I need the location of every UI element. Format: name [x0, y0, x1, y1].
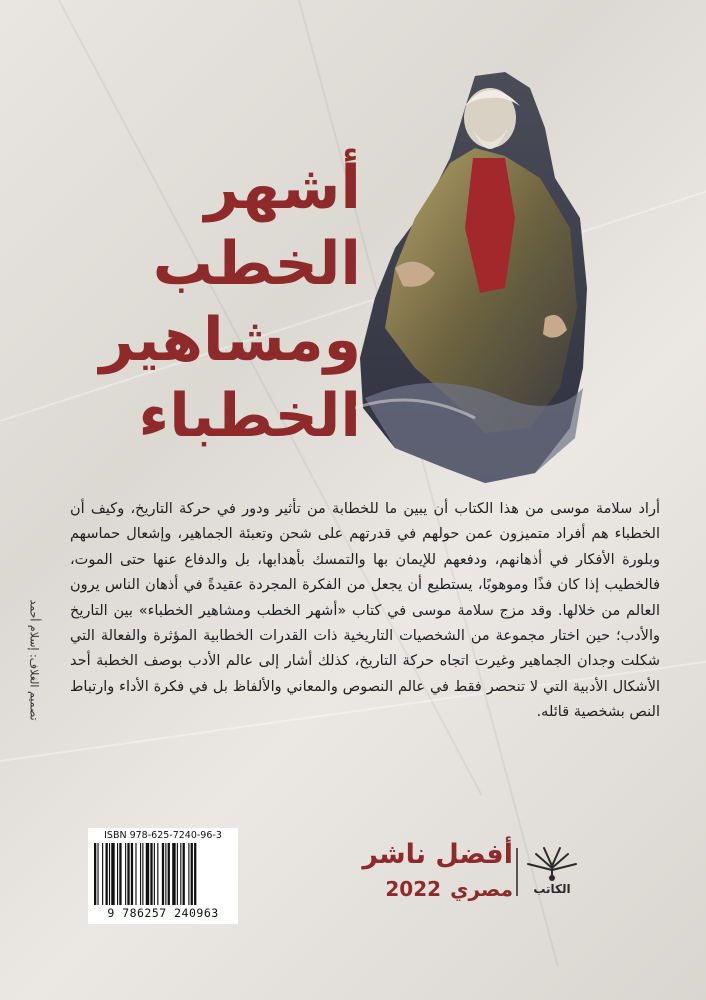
barcode-bar	[157, 843, 158, 905]
award-year: 2022	[385, 877, 442, 901]
barcode-bar	[150, 843, 152, 905]
barcode-bar	[97, 843, 98, 905]
isbn-label: ISBN 978-625-7240-96-3	[104, 830, 222, 841]
barcode-bar	[102, 843, 103, 905]
award-badge	[338, 838, 513, 910]
publisher-name: الكاتب	[533, 882, 571, 896]
barcode-bar	[94, 843, 96, 905]
barcode-bar	[117, 843, 118, 905]
barcode-bar	[106, 843, 108, 905]
orator-portrait	[355, 68, 590, 488]
barcode-bar	[180, 843, 181, 905]
book-title	[101, 150, 361, 454]
barcode-bar	[142, 843, 143, 905]
title-line-2: الخطب	[152, 229, 361, 299]
barcode-bar	[183, 843, 185, 905]
barcode-digits: 9 786257 240963	[107, 906, 219, 920]
barcode-bar	[165, 843, 166, 905]
barcode-bar	[154, 843, 155, 905]
barcode-bars	[94, 843, 232, 905]
title-line-4: الخطباء	[138, 381, 361, 451]
barcode-bar	[177, 843, 178, 905]
barcode-bar	[111, 843, 114, 905]
book-synopsis: أراد سلامة موسى من هذا الكتاب أن يبين ما للخطابة من تأثير ودور في حركة التاريخ، وكيف أن الخطباء هم أفراد متميزون عمن حولهم في قدرتهم على شحن وتعبئة الجماهير، وإشعال حماسهم وبلورة الأفكار في أذهانهم، ودفعهم للإيمان بها والتمسك بأهدابها، بل والدفاع عنها حتى الموت، فالخطيب إذا كان فذًا وموهوبًا، يستطيع أن يجعل من الفكرة المجردة عقيدةً في أذهان الناس يرون العالم من خلالها. وقد مزج سلامة موسى في كتاب «أشهر الخطب ومشاهير الخطباء» بين التاريخ والأدب؛ حين اختار مجموعة من الشخصيات التاريخية ذات القدرات الخطابية المؤثرة والفعالة التي شكلت وجدان الجماهير وغيرت اتجاه حركة التاريخ، كذلك أشار إلى عالم الأدب بوصف الخطبة أحد الأشكال الأدبية التي لا تنحصر فقط في عالم النصوص والمعاني والألفاظ بل في فكرة الأداء وارتباط النص بشخصية قائله.	[70, 501, 660, 721]
award-subtitle	[338, 872, 513, 905]
barcode-bar	[162, 843, 164, 905]
barcode-bar	[140, 843, 141, 905]
barcode-bar	[125, 843, 126, 905]
barcode-bar	[194, 843, 196, 905]
cover-designer-credit: تصميم الغلاف: إسلام أحمد	[27, 599, 41, 721]
title-line-1: أشهر	[204, 153, 361, 223]
logo-divider	[516, 848, 518, 896]
award-title: أفضل ناشر	[362, 839, 513, 870]
barcode-bar	[146, 843, 149, 905]
isbn-barcode	[88, 828, 238, 924]
barcode-bar	[188, 843, 189, 905]
barcode-bar	[135, 843, 136, 905]
barcode-bar	[109, 843, 110, 905]
award-word: مصري	[450, 877, 513, 901]
barcode-bar	[127, 843, 129, 905]
barcode-bar	[191, 843, 193, 905]
barcode-bar	[168, 843, 170, 905]
barcode-bar	[131, 843, 133, 905]
publisher-emblem-icon	[522, 838, 582, 882]
publisher-logo	[522, 838, 582, 908]
barcode-bar	[172, 843, 175, 905]
barcode-bar	[119, 843, 121, 905]
title-line-3: ومشاهير	[99, 305, 361, 375]
